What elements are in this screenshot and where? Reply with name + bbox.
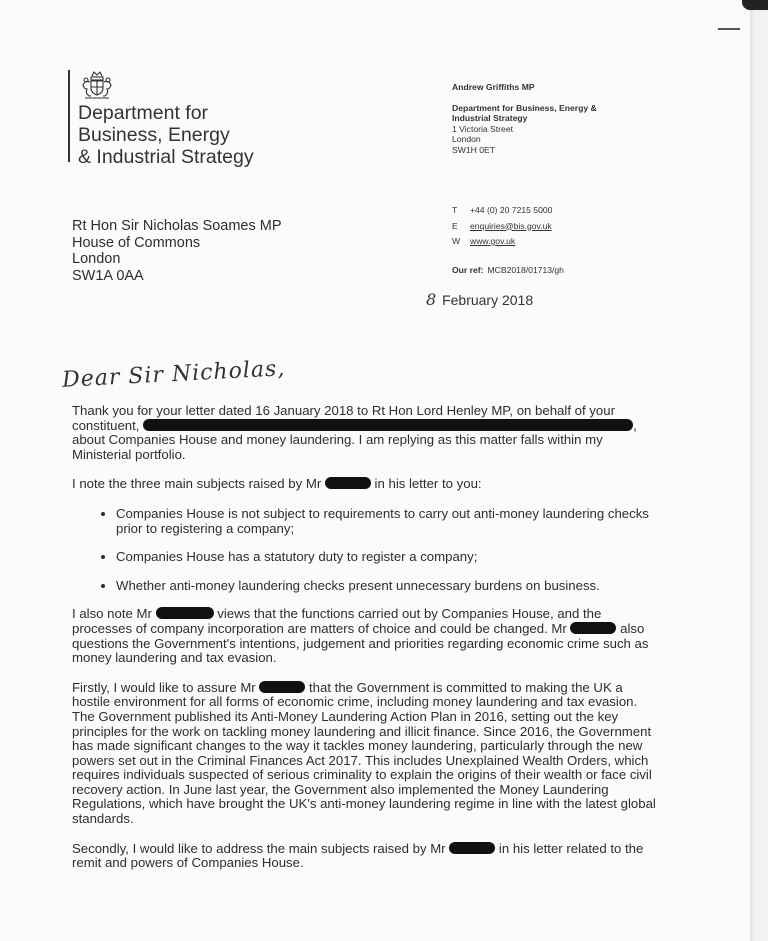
date-day-handwritten: 8 <box>426 290 437 309</box>
logo-rule <box>68 70 70 162</box>
contact-block <box>452 203 552 250</box>
reference-label: Our ref: <box>452 265 484 275</box>
redaction <box>259 681 305 693</box>
paragraph-2: I note the three main subjects raised by Mr in his letter to you: <box>72 476 482 492</box>
redaction <box>449 842 495 854</box>
recipient-line: SW1A 0AA <box>72 267 144 284</box>
list-item: • Whether anti-money laundering checks present unnecessary burdens on business. <box>116 579 662 594</box>
department-name: Department for Business, Energy & Industrial Strategy <box>78 102 254 168</box>
paragraph-1: Thank you for your letter dated 16 January 2018 to Rt Hon Lord Henley MP, on behalf of your constituent, , about Companies House and money laundering. I am replying as this matter falls within my Ministerial portfolio. <box>72 403 637 462</box>
date-month-year: February 2018 <box>442 292 534 308</box>
redaction <box>156 607 214 619</box>
web-key: W <box>452 236 461 246</box>
sender-block <box>452 82 597 155</box>
recipient-line: Rt Hon Sir Nicholas Soames MP <box>72 218 282 234</box>
paragraph-4: Firstly, I would like to assure Mr that the Government is committed to making the UK a hostile environment for all forms of economic crime, including money laundering and tax evasion. The Government published its Anti-Money Laundering Action Plan in 2016, setting out the key principles for the work on tackling money laundering and illicit finance. Since 2016, the Government has made significant changes to the way it tackles money laundering, particularly through the new powers set out in the Criminal Finances Act 2017. This includes Unexplained Wealth Orders, which requires individuals suspected of serious criminality to explain the origins of their wealth or face civil recovery action. In June last year, the Government also implemented the Money Laundering Regulations, which have brought the UK's anti-money laundering regime in line with the latest global standards. <box>72 679 656 827</box>
recipient-address <box>72 218 282 284</box>
sender-address-line: SW1H 0ET <box>452 144 495 155</box>
sender-org-line2: Industrial Strategy <box>452 113 528 123</box>
redaction <box>143 419 633 431</box>
handwritten-salutation: Dear Sir Nicholas, <box>61 356 286 393</box>
list-item: • Companies House has a statutory duty to register a company; <box>116 550 662 565</box>
our-reference <box>452 265 564 275</box>
subjects-list <box>72 507 662 593</box>
web-link[interactable]: www.gov.uk <box>470 236 516 246</box>
paragraph-3: I also note Mr views that the functions carried out by Companies House, and the processes of company incorporation are matters of choice and could be changed. Mr also questions the Government's intentions, judgement and priorities regarding economic crime such as money laundering and tax evasion. <box>72 606 649 666</box>
paragraph-5: Secondly, I would like to address the main subjects raised by Mr in his letter related to the remit and powers of Companies House. <box>72 840 644 871</box>
recipient-line: London <box>72 251 121 267</box>
scan-edge <box>742 0 768 10</box>
list-item: • Companies House is not subject to requirements to carry out anti-money laundering checks prior to registering a company; <box>116 507 662 536</box>
email-key: E <box>452 220 458 231</box>
letter-body <box>72 404 662 886</box>
sender-address-line: London <box>452 134 481 144</box>
royal-crest-icon <box>80 70 114 100</box>
recipient-line: House of Commons <box>72 234 201 251</box>
scan-mark <box>718 28 740 30</box>
email-link[interactable]: enquiries@bis.gov.uk <box>470 220 552 231</box>
reference-value: MCB2018/01713/gh <box>487 265 564 275</box>
redaction <box>325 477 371 489</box>
letter-date <box>426 290 533 309</box>
sender-name: Andrew Griffiths MP <box>452 82 535 92</box>
redaction <box>570 622 616 634</box>
telephone-number: +44 (0) 20 7215 5000 <box>470 205 553 215</box>
telephone-key: T <box>452 205 458 215</box>
sender-org-line1: Department for Business, Energy & <box>452 102 597 113</box>
sender-address-line: 1 Victoria Street <box>452 123 513 134</box>
